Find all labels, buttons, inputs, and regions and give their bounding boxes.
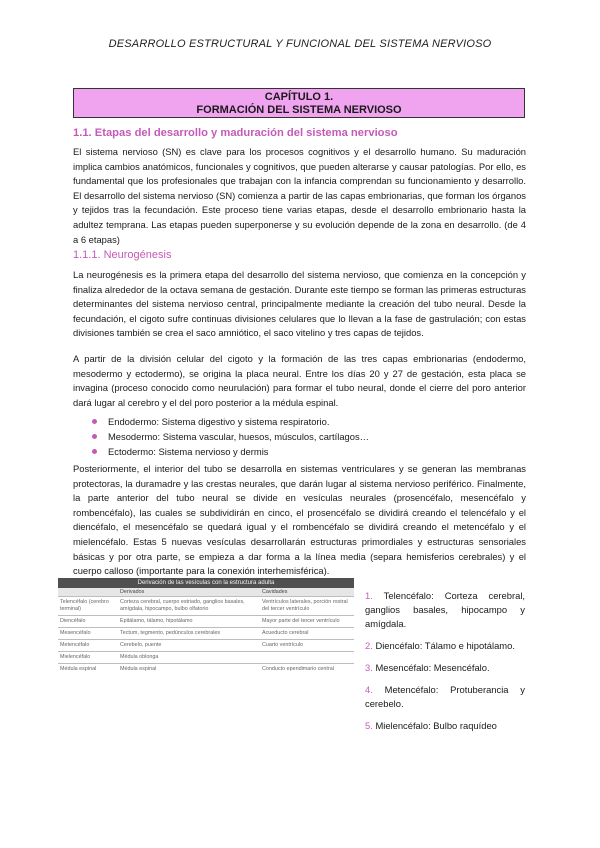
item-number: 5. [365, 720, 373, 731]
table-cell: Médula oblonga [118, 652, 260, 664]
table-cell: Tectum, tegmento, pedúnculos cerebrales [118, 628, 260, 640]
table-row [58, 628, 354, 640]
vesicle-derivatives-list [365, 589, 525, 741]
chapter-number: CAPÍTULO 1. [264, 91, 334, 103]
table-cell: Mielencéfalo [58, 652, 118, 664]
table-cell: Médula espinal [58, 664, 118, 676]
bullet-icon [92, 434, 97, 439]
list-item: 1. Telencéfalo: Corteza cerebral, ganglios basales, hipocampo y amígdala. [365, 590, 526, 629]
table-cell: Acueducto cerebral [260, 628, 354, 640]
section-heading-1-1: 1.1. Etapas del desarrollo y maduración del sistema nervioso [73, 127, 398, 139]
table-caption: Derivación de las vesículas con la estructura adulta [58, 578, 354, 588]
table-cell: Diencéfalo [58, 616, 118, 628]
list-item: 2. Diencéfalo: Tálamo e hipotálamo. [365, 640, 515, 651]
table-cell: Mayor parte del tercer ventrículo [260, 616, 354, 628]
table-cell: Médula espinal [118, 664, 260, 676]
list-item: 5. Mielencéfalo: Bulbo raquídeo [365, 720, 497, 731]
item-number: 2. [365, 640, 373, 651]
table-row [58, 597, 354, 616]
table-row [58, 652, 354, 664]
section-heading-1-1-1: 1.1.1. Neurogénesis [73, 249, 172, 261]
table-row [58, 664, 354, 676]
table-cell: Mesencéfalo [58, 628, 118, 640]
table-cell: Telencéfalo (cerebro terminal) [58, 597, 118, 616]
list-item: Ectodermo: Sistema nervioso y dermis [92, 444, 369, 459]
list-item: 4. Metencéfalo: Protuberancia y cerebelo. [365, 684, 525, 709]
bullet-icon [92, 449, 97, 454]
table-cell: Metencéfalo [58, 640, 118, 652]
item-number: 3. [365, 662, 373, 673]
neurogenesis-paragraph-1: La neurogénesis es la primera etapa del desarrollo del sistema nervioso, que comienza en la concepción y finaliza alrededor de la octava semana de gestación. Durante este tiempo se forman las primeras estructuras determinantes del sistema nervioso central, principalmente mediante la creación del tubo neural. Desde la fecundación, el cigoto sufre continuas divisiones celulares que lo llevan a la fase de gastrulación; con estas divisiones también se crea el saco amniótico, el saco vitelino y tres capas de tejidos. [73, 269, 526, 339]
table-cell: Conducto ependimario central [260, 664, 354, 676]
neurogenesis-paragraph-3: Posteriormente, el interior del tubo se desarrolla en sistemas ventriculares y se generan las membranas protectoras, la duramadre y las crestas neurales, que darán lugar al sistema nervioso periférico. Finalmente, la parte anterior del tubo neural se divide en vesículas neurales (prosencéfalo, mesencéfalo y rombencéfalo), las cuales se subdividirán en cinco, el prosencéfalo se dividirá creando el telencéfalo y el diencéfalo, el mesencéfalo se quedará igual y el rombencéfalo se dividirá creando el metencéfalo y el mielencéfalo. Estas 5 nuevas vesículas desarrollarán estructuras primordiales y estructuras sensoriales básicas y por otra parte, se empieza a dar forma a la línea media (separa hemisferios cerebrales) y el cuerpo calloso (importante para la conexión interhemisférica). [73, 463, 526, 577]
list-item: 3. Mesencéfalo: Mesencéfalo. [365, 662, 490, 673]
table-cell: Cuarto ventrículo [260, 640, 354, 652]
list-item: Endodermo: Sistema digestivo y sistema respiratorio. [92, 414, 369, 429]
table-cell: Cerebelo, puente [118, 640, 260, 652]
neurogenesis-paragraph-2: A partir de la división celular del cigoto y la formación de las tres capas embrionarias (endodermo, mesodermo y ectodermo), se origina la placa neural. Entre los días 20 y 27 de gestación, esta placa se invagina (proceso conocido como neurulación) para formar el tubo neural, donde el cierre del poro anterior dará lugar al cerebro y el del poro posterior a la médula espinal. [73, 353, 526, 408]
vesicles-table [58, 578, 354, 675]
table-cell [260, 652, 354, 664]
table-cell: Epitálamo, tálamo, hipotálamo [118, 616, 260, 628]
table-cell: Corteza cerebral, cuerpo estriado, ganglios basales, amígdala, hipocampo, bulbo olfatorio [118, 597, 260, 616]
section-1-1-paragraph: El sistema nervioso (SN) es clave para los procesos cognitivos y el desarrollo humano. Su maduración implica cambios anatómicos, funcionales y cognitivos, que pueden alterarse y causar patologías. Por ello, es fundamental que los profesionales que trabajan con la infancia comprendan su funcionamiento y desarrollo. El desarrollo del sistema nervioso (SN) comienza a partir de las capas embrionarias, que forman los órganos y tejidos tras la fecundación. Este proceso tiene varias etapas, desde el desarrollo embrionario hasta la adultez temprana. Las etapas pueden superponerse y su evolución depende de la zona en desarrollo. (de 4 a 6 etapas) [73, 146, 526, 245]
table-header: Cavidades [260, 588, 354, 597]
bullet-icon [92, 419, 97, 424]
table-header [58, 588, 118, 597]
running-header: DESARROLLO ESTRUCTURAL Y FUNCIONAL DEL SISTEMA NERVIOSO [108, 38, 492, 50]
chapter-title-box [73, 88, 525, 118]
table-row [58, 640, 354, 652]
table-cell: Ventrículos laterales, porción rostral del tercer ventrículo [260, 597, 354, 616]
vesicles-table-figure [58, 578, 354, 675]
item-number: 1. [365, 590, 373, 601]
list-item: Mesodermo: Sistema vascular, huesos, músculos, cartílagos… [92, 429, 369, 444]
table-header: Derivados [118, 588, 260, 597]
item-number: 4. [365, 684, 373, 695]
table-row [58, 616, 354, 628]
chapter-title: FORMACIÓN DEL SISTEMA NERVIOSO [196, 104, 402, 116]
germ-layer-list [92, 414, 369, 459]
